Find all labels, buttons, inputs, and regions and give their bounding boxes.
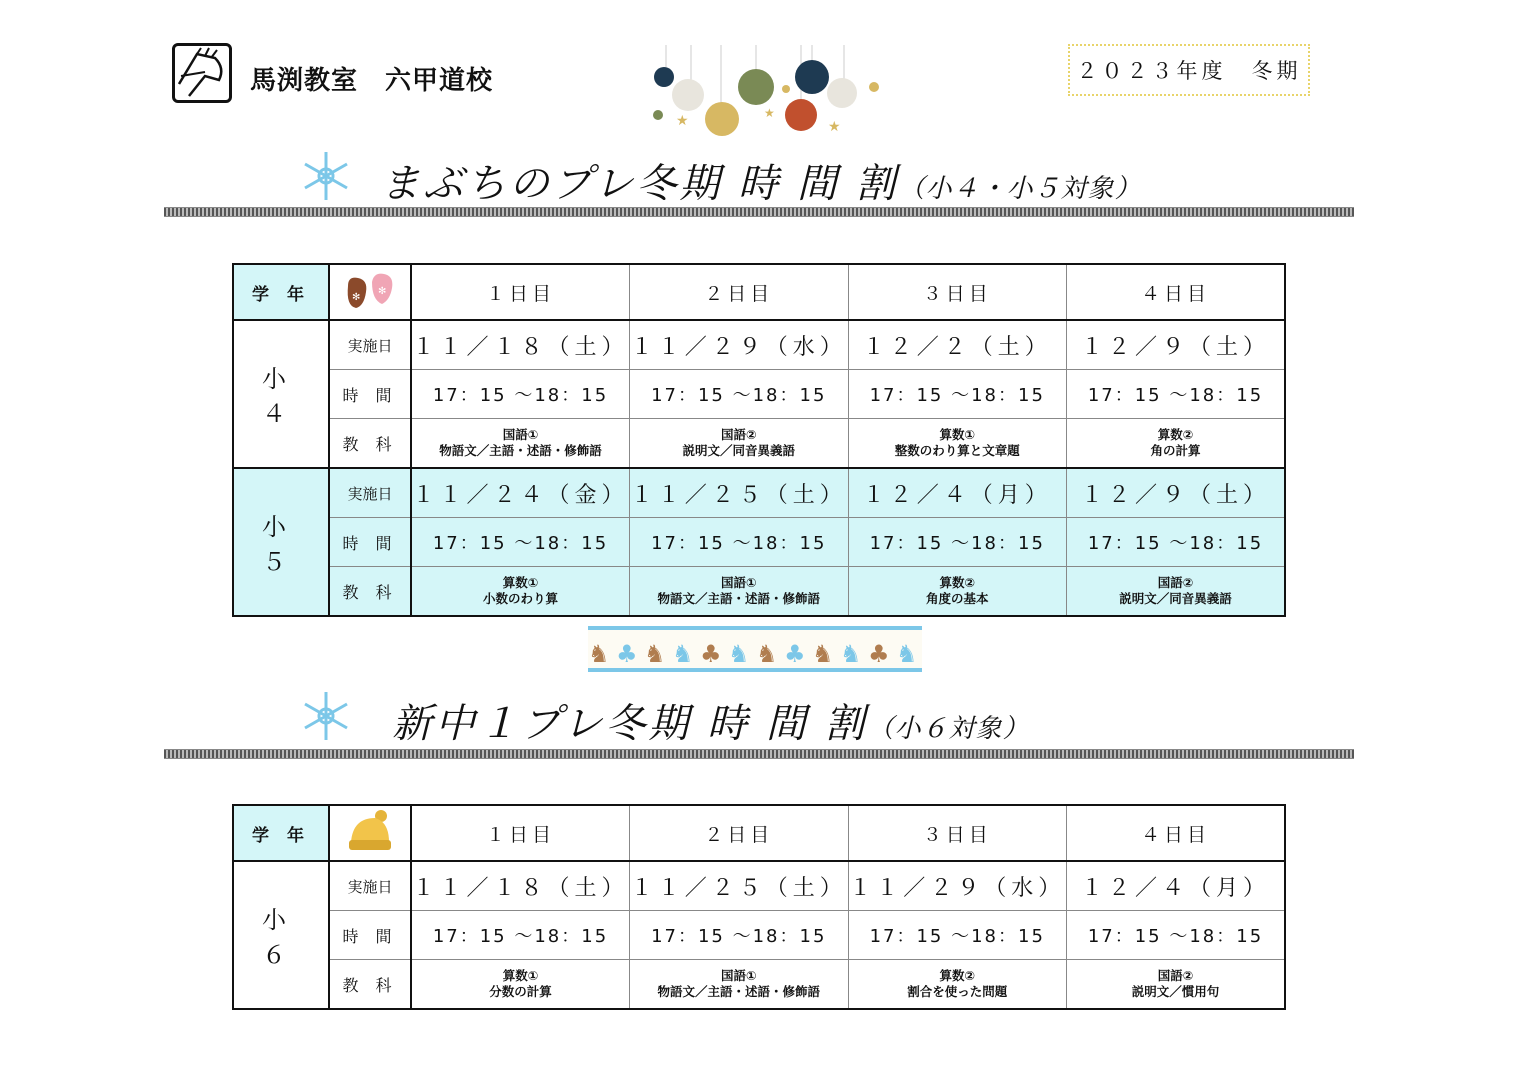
svg-text:★: ★ <box>764 106 775 120</box>
time-cell: 17：15 ～18：15 <box>630 911 849 960</box>
table-row <box>233 468 1285 518</box>
time-cell: 17：15 ～18：15 <box>630 370 849 419</box>
mittens-icon <box>329 264 411 320</box>
table-row <box>233 419 1285 469</box>
date-cell: １１／２５（土） <box>630 861 849 911</box>
svg-text:♣: ♣ <box>616 640 638 668</box>
day-header: ３日目 <box>848 805 1067 861</box>
date-cell: １１／２９（水） <box>848 861 1067 911</box>
row-label-subject: 教 科 <box>329 567 411 617</box>
date-cell: １２／４（月） <box>1067 861 1286 911</box>
row-label-date: 実施日 <box>329 861 411 911</box>
grade-label: 小 ４ <box>233 320 329 468</box>
row-label-time: 時 間 <box>329 518 411 567</box>
timetable-1 <box>232 263 1286 617</box>
time-cell: 17：15 ～18：15 <box>1067 911 1286 960</box>
subject-cell: 算数① 小数のわり算 <box>411 567 630 617</box>
ornaments-icon <box>646 45 886 140</box>
table-row <box>233 370 1285 419</box>
svg-text:♞: ♞ <box>672 640 694 668</box>
grade-header: 学 年 <box>233 805 329 861</box>
subject-cell: 国語② 説明文／同音異義語 <box>630 419 849 469</box>
row-label-date: 実施日 <box>329 468 411 518</box>
subject-cell: 算数② 割合を使った問題 <box>848 960 1067 1010</box>
subject-cell: 国語① 物語文／主語・述語・修飾語 <box>630 567 849 617</box>
subject-cell: 算数② 角の計算 <box>1067 419 1286 469</box>
svg-text:♞: ♞ <box>840 640 862 668</box>
row-label-date: 実施日 <box>329 320 411 370</box>
reindeer-pattern-icon <box>588 626 922 672</box>
row-label-time: 時 間 <box>329 911 411 960</box>
time-cell: 17：15 ～18：15 <box>1067 518 1286 567</box>
svg-text:★: ★ <box>828 119 841 135</box>
time-cell: 17：15 ～18：15 <box>411 911 630 960</box>
grade-label: 小 ５ <box>233 468 329 616</box>
svg-text:♣: ♣ <box>784 640 806 668</box>
snowflake-icon <box>300 150 352 202</box>
table-row <box>233 861 1285 911</box>
date-cell: １１／２４（金） <box>411 468 630 518</box>
date-cell: １１／１８（土） <box>411 320 630 370</box>
knit-hat-icon <box>329 805 411 861</box>
date-cell: １２／９（土） <box>1067 320 1286 370</box>
time-cell: 17：15 ～18：15 <box>1067 370 1286 419</box>
svg-text:✻: ✻ <box>352 291 365 303</box>
svg-text:✻: ✻ <box>378 285 391 297</box>
horse-logo-icon <box>172 43 232 103</box>
row-label-subject: 教 科 <box>329 419 411 469</box>
subject-cell: 国語① 物語文／主語・述語・修飾語 <box>411 419 630 469</box>
timetable-2 <box>232 804 1286 1010</box>
svg-text:♣: ♣ <box>700 640 722 668</box>
svg-text:♞: ♞ <box>588 640 610 668</box>
svg-text:★: ★ <box>676 113 689 129</box>
time-cell: 17：15 ～18：15 <box>848 370 1067 419</box>
table-row <box>233 960 1285 1010</box>
subject-cell: 国語② 説明文／慣用句 <box>1067 960 1286 1010</box>
time-cell: 17：15 ～18：15 <box>848 518 1067 567</box>
svg-text:♞: ♞ <box>644 640 666 668</box>
table-header-row <box>233 264 1285 320</box>
section2-title: 新中１プレ冬期 時 間 割（小６対象） <box>392 701 1030 747</box>
time-cell: 17：15 ～18：15 <box>411 370 630 419</box>
table-row <box>233 320 1285 370</box>
time-cell: 17：15 ～18：15 <box>848 911 1067 960</box>
day-header: １日目 <box>411 264 630 320</box>
date-cell: １１／２５（土） <box>630 468 849 518</box>
svg-text:♞: ♞ <box>896 640 918 668</box>
date-cell: １１／１８（土） <box>411 861 630 911</box>
table-row <box>233 911 1285 960</box>
day-header: ４日目 <box>1067 264 1286 320</box>
row-label-time: 時 間 <box>329 370 411 419</box>
subject-cell: 算数① 分数の計算 <box>411 960 630 1010</box>
table-row <box>233 567 1285 617</box>
time-cell: 17：15 ～18：15 <box>411 518 630 567</box>
svg-text:♞: ♞ <box>728 640 750 668</box>
day-header: ２日目 <box>630 264 849 320</box>
table-row <box>233 518 1285 567</box>
svg-text:♞: ♞ <box>756 640 778 668</box>
subject-cell: 国語① 物語文／主語・述語・修飾語 <box>630 960 849 1010</box>
school-name: 馬渕教室 六甲道校 <box>250 66 494 96</box>
grade-label: 小 ６ <box>233 861 329 1009</box>
date-cell: １２／４（月） <box>848 468 1067 518</box>
day-header: ４日目 <box>1067 805 1286 861</box>
time-cell: 17：15 ～18：15 <box>630 518 849 567</box>
row-label-subject: 教 科 <box>329 960 411 1010</box>
subject-cell: 算数② 角度の基本 <box>848 567 1067 617</box>
day-header: ３日目 <box>848 264 1067 320</box>
day-header: １日目 <box>411 805 630 861</box>
section1-divider <box>164 207 1354 217</box>
section2-divider <box>164 749 1354 759</box>
svg-text:♞: ♞ <box>812 640 834 668</box>
day-header: ２日目 <box>630 805 849 861</box>
date-cell: １１／２９（水） <box>630 320 849 370</box>
subject-cell: 国語② 説明文／同音異義語 <box>1067 567 1286 617</box>
section1-title: まぶちのプレ冬期 時 間 割（小４・小５対象） <box>380 161 1142 207</box>
table-header-row <box>233 805 1285 861</box>
snowflake-icon <box>300 690 352 742</box>
subject-cell: 算数① 整数のわり算と文章題 <box>848 419 1067 469</box>
grade-header: 学 年 <box>233 264 329 320</box>
date-cell: １２／２（土） <box>848 320 1067 370</box>
school-year-badge: ２０２３年度 冬期 <box>1068 44 1310 96</box>
svg-text:♣: ♣ <box>868 640 890 668</box>
date-cell: １２／９（土） <box>1067 468 1286 518</box>
